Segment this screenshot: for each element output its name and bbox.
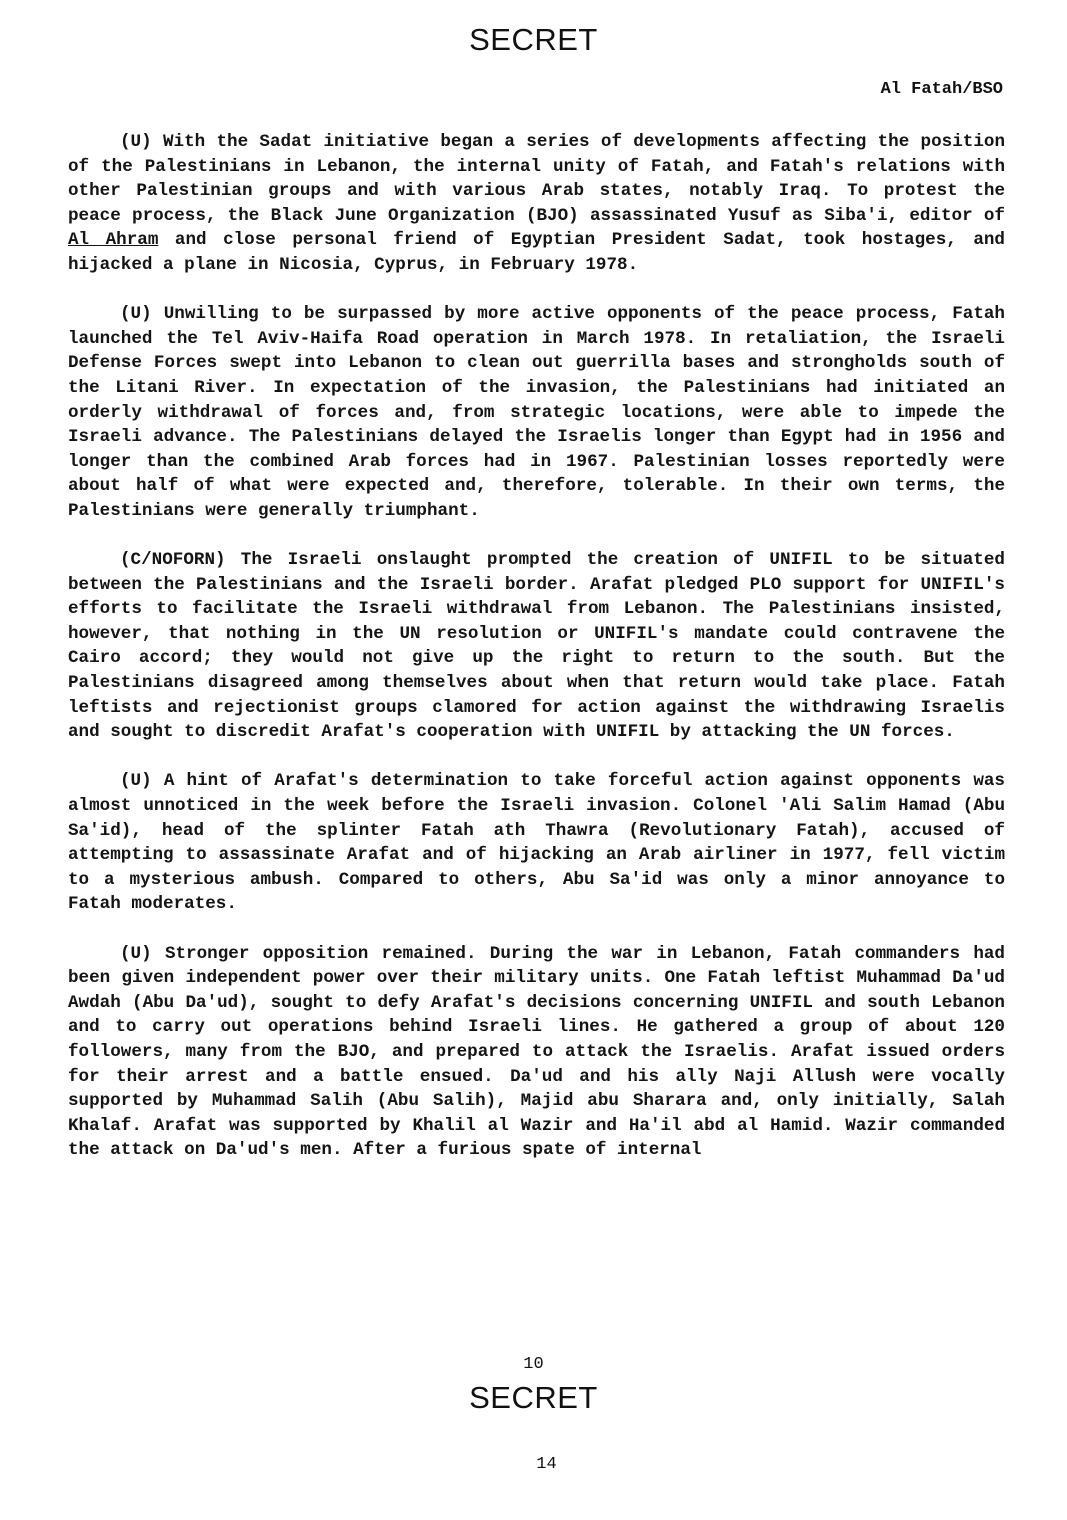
paragraph-unifil: (C/NOFORN) The Israeli onslaught prompted the creation of UNIFIL to be situated between the Palestinians and the Israeli border. Arafat pledged PLO support for UNIFIL's efforts to facilitate the Israeli withdrawal from Lebanon. The Palestinians insisted, however, that nothing in the UN resolution or UNIFIL's mandate could contravene the Cairo accord; they would not give up the right to return to the south. But the Palestinians disagreed among themselves about when that return would take place. Fatah leftists and rejectionist groups clamored for action against the withdrawing Israelis and sought to discredit Arafat's cooperation with UNIFIL by attacking the UN forces. xyxy=(68,550,1005,743)
paragraph-text: (U) With the Sadat initiative began a series of developments affecting the position of the Palestinians in Lebanon, the internal unity of Fatah, and Fatah's relations with other Palestinian groups and with various Arab states, notably Iraq. To protest the peace process, the Black June Organization (BJO) assassinated Yusuf as Siba'i, editor of xyxy=(68,132,1005,226)
paragraph-stronger-opposition: (U) Stronger opposition remained. During the war in Lebanon, Fatah commanders had been given independent power over their military units. One Fatah leftist Muhammad Da'ud Awdah (Abu Da'ud), sought to defy Arafat's decisions concerning UNIFIL and south Lebanon and to carry out operations behind Israeli lines. He gathered a group of about 120 followers, many from the BJO, and prepared to attack the Israelis. Arafat issued orders for their arrest and a battle ensued. Da'ud and his ally Naji Allush were vocally supported by Muhammad Salih (Abu Salih), Majid abu Sharara and, only initially, Salah Khalaf. Arafat was supported by Khalil al Wazir and Ha'il abd al Hamid. Wazir commanded the attack on Da'ud's men. After a furious spate of internal xyxy=(68,943,1005,1161)
publication-title-al-ahram: Al Ahram xyxy=(68,230,159,251)
document-body xyxy=(68,130,1005,1188)
page-number-inner: 10 xyxy=(523,1355,544,1374)
paragraph-text: and close personal friend of Egyptian President Sadat, took hostages, and hijacked a plane in Nicosia, Cyprus, in February 1978. xyxy=(68,230,1005,275)
paragraph-abu-said: (U) A hint of Arafat's determination to take forceful action against opponents was almost unnoticed in the week before the Israeli invasion. Colonel 'Ali Salim Hamad (Abu Sa'id), head of the splinter Fatah ath Thawra (Revolutionary Fatah), accused of attempting to assassinate Arafat and of hijacking an Arab airliner in 1977, fell victim to a mysterious ambush. Compared to others, Abu Sa'id was only a minor annoyance to Fatah moderates. xyxy=(68,771,1005,915)
document-header-reference: Al Fatah/BSO xyxy=(880,80,1003,99)
paragraph-tel-aviv-haifa-operation: (U) Unwilling to be surpassed by more active opponents of the peace process, Fatah launched the Tel Aviv-Haifa Road operation in March 1978. In retaliation, the Israeli Defense Forces swept into Lebanon to clean out guerrilla bases and strongholds south of the Litani River. In expectation of the invasion, the Palestinians had initiated an orderly withdrawal of forces and, from strategic locations, were able to impede the Israeli advance. The Palestinians delayed the Israelis longer than Egypt had in 1956 and longer than the combined Arab forces had in 1967. Palestinian losses reportedly were about half of what were expected and, therefore, tolerable. In their own terms, the Palestinians were generally triumphant. xyxy=(68,304,1005,521)
paragraph-sadat-initiative xyxy=(68,130,1005,278)
classification-marking-top: SECRET xyxy=(469,22,598,57)
page-number-outer: 14 xyxy=(536,1455,557,1474)
classification-marking-bottom: SECRET xyxy=(469,1380,598,1415)
